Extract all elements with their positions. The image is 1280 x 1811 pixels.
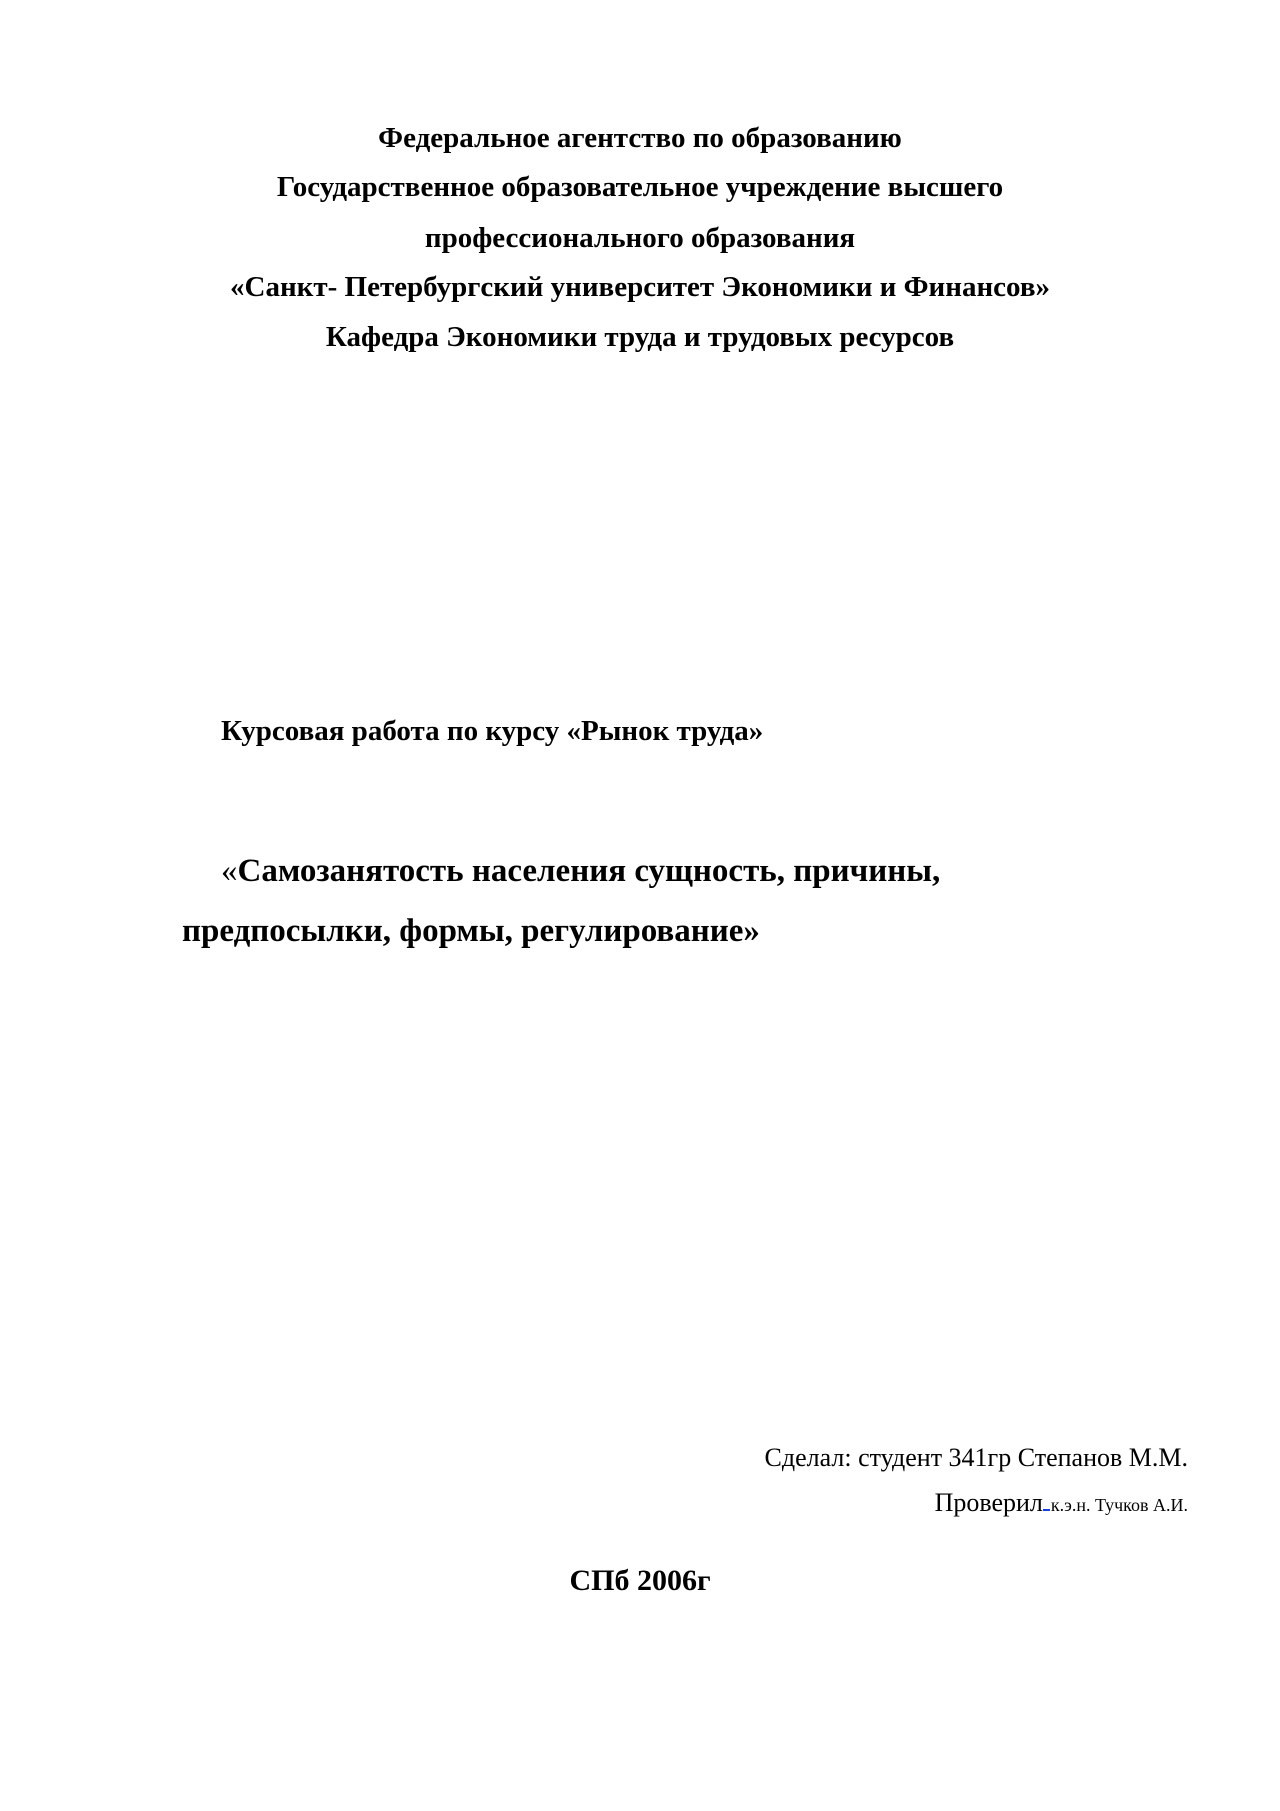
agency-title: Федеральное агентство по образованию bbox=[378, 122, 902, 154]
department-name: Кафедра Экономики труда и трудовых ресурсов bbox=[325, 321, 955, 353]
reviewer-label: Проверил bbox=[934, 1488, 1043, 1517]
university-name: «Санкт- Петербургский университет Экономики и Финансов» bbox=[230, 271, 1050, 303]
course-title: Курсовая работа по курсу «Рынок труда» bbox=[221, 715, 764, 747]
topic-quote-open: « bbox=[221, 853, 238, 889]
reviewer-signature bbox=[935, 1487, 1188, 1521]
topic-title-line1 bbox=[221, 851, 940, 891]
institution-type: Государственное образовательное учреждение высшего bbox=[276, 171, 1004, 203]
hyperlink-marker[interactable] bbox=[1043, 1491, 1050, 1511]
topic-title-text1: Самозанятость населения сущность, причины, bbox=[237, 853, 941, 889]
author-signature: Сделал: студент 341гр Степанов М.М. bbox=[764, 1443, 1188, 1472]
reviewer-name: к.э.н. Тучков А.И. bbox=[1050, 1495, 1188, 1515]
topic-title-line2: предпосылки, формы, регулирование» bbox=[182, 913, 760, 949]
institution-type-cont: профессионального образования bbox=[424, 222, 856, 254]
city-year: СПб 2006г bbox=[569, 1564, 711, 1597]
